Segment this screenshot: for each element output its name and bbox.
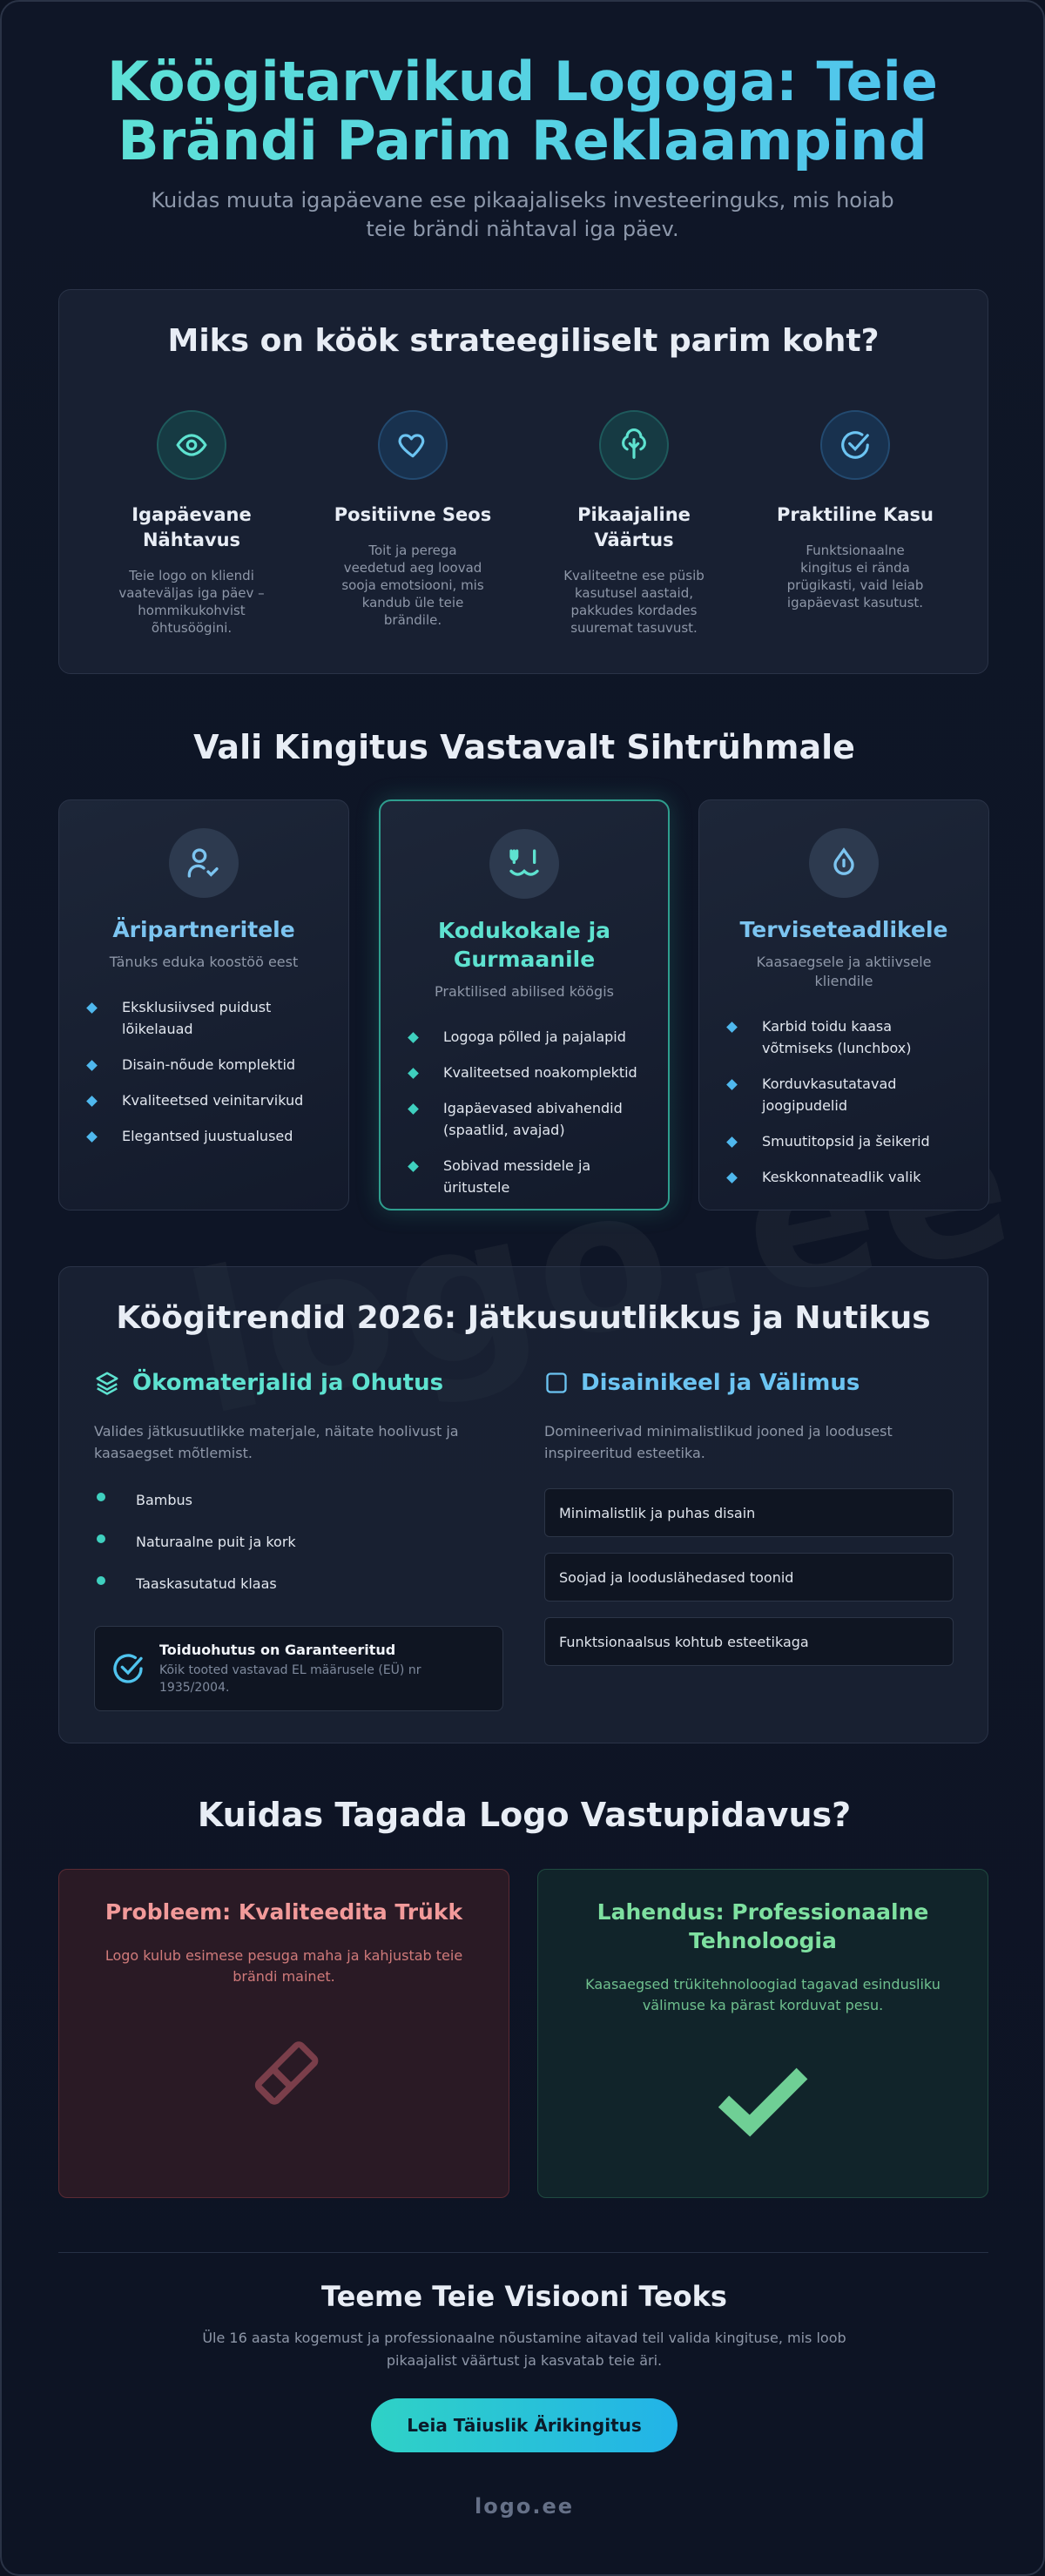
why-item-text: Kvaliteetne ese püsib kasutusel aastaid, pakkudes kordades suuremat tasuvust. <box>563 568 705 636</box>
eraser-icon <box>59 2026 509 2126</box>
design-item: Minimalistlik ja puhas disain <box>544 1488 954 1537</box>
why-item-text: Teie logo on kliendi vaateväljas iga päev – hommikukohvist õhtusöögini. <box>118 568 265 636</box>
list-item: Korduvkasutatavad joogipudelid <box>725 1073 962 1116</box>
list-item: Karbid toidu kaasa võtmiseks (lunchbox) <box>725 1015 962 1059</box>
brand-logo[interactable]: logo.ee <box>474 2494 575 2519</box>
hero <box>2 2 1043 244</box>
card-title: Kodukokale ja Gurmaanile <box>437 918 611 972</box>
design-text: Domineerivad minimalistlikud jooned ja loodusest inspireeritud esteetika. <box>544 1423 893 1461</box>
drop-icon <box>809 828 879 898</box>
design-column <box>544 1370 954 1682</box>
solution-card <box>537 1869 988 2198</box>
card-title: Äripartneritele <box>112 917 295 942</box>
why-item-association <box>302 410 523 637</box>
why-item-text: Funktsionaalne kingitus ei rända prügikasti, vaid leiab igapäevast kasutust. <box>786 543 924 610</box>
card-health-conscious <box>698 799 989 1210</box>
card-home-cooks <box>379 799 670 1210</box>
divider <box>58 2252 988 2253</box>
problem-text: Logo kulub esimese pesuga maha ja kahjustab teie brändi mainet. <box>104 1947 463 1985</box>
list-item: Keskkonnateadlik valik <box>725 1166 962 1188</box>
list-item: Elegantsed juustualused <box>85 1125 322 1147</box>
why-item-visibility <box>81 410 302 637</box>
checkmark-icon <box>538 2060 988 2141</box>
list-item: Igapäevased abivahendid (spaatlid, avajad) <box>407 1097 642 1141</box>
list-item: Smuutitopsid ja šeikerid <box>725 1130 962 1152</box>
trends-section <box>58 1266 988 1743</box>
list-item: Logoga põlled ja pajalapid <box>407 1026 642 1048</box>
card-subtitle: Praktilised abilised köögis <box>435 983 614 1000</box>
card-business-partners <box>58 799 349 1210</box>
solution-title: Lahendus: Professionaalne Tehnoloogia <box>597 1899 929 1953</box>
list-item: Naturaalne puit ja kork <box>94 1521 503 1563</box>
design-item: Soojad ja looduslähedased toonid <box>544 1553 954 1602</box>
list-item: Sobivad messidele ja üritustele <box>407 1155 642 1198</box>
food-safety-box <box>94 1626 503 1711</box>
why-title: Miks on köök strateegiliselt parim koht? <box>167 323 880 359</box>
cta-button[interactable]: Leia Täiuslik Ärikingitus <box>371 2398 678 2452</box>
why-item-value <box>523 410 745 637</box>
card-title: Terviseteadlikele <box>739 917 948 942</box>
check-circle-icon <box>820 410 890 480</box>
list-item: Bambus <box>94 1480 503 1521</box>
why-item-title: Positiivne Seos <box>334 504 492 525</box>
page-subtitle: Kuidas muuta igapäevane ese pikaajaliseks investeeringuks, mis hoiab teie brändi nähtaval iga päev. <box>151 188 894 241</box>
why-item-text: Toit ja perega veedetud aeg loovad sooja emotsiooni, mis kandub üle teie brändile. <box>341 543 484 628</box>
check-circle-icon <box>111 1651 145 1686</box>
durability-title: Kuidas Tagada Logo Vastupidavus? <box>197 1796 852 1834</box>
square-icon <box>544 1371 569 1395</box>
heart-icon <box>378 410 448 480</box>
eco-column <box>94 1370 503 1711</box>
problem-card <box>58 1869 509 2198</box>
trends-title: Köögitrendid 2026: Jätkusuutlikkus ja Nutikus <box>116 1300 931 1336</box>
list-item: Taaskasutatud klaas <box>94 1563 503 1605</box>
utensils-icon <box>489 829 559 899</box>
why-item-practical <box>745 410 966 637</box>
eye-icon <box>157 410 226 480</box>
eco-text: Valides jätkusuutlikke materjale, näitate hoolivust ja kaasaegset mõtlemist. <box>94 1423 459 1461</box>
why-item-title: Igapäevane Nähtavus <box>131 504 252 550</box>
why-section <box>58 289 988 674</box>
list-item: Kvaliteetsed noakomplektid <box>407 1062 642 1083</box>
card-subtitle: Kaasaegsele ja aktiivsele kliendile <box>756 954 932 989</box>
design-item: Funktsionaalsus kohtub esteetikaga <box>544 1617 954 1666</box>
card-subtitle: Tänuks eduka koostöö eest <box>109 954 299 970</box>
tree-icon <box>599 410 669 480</box>
why-item-title: Praktiline Kasu <box>777 504 934 525</box>
eco-title: Ökomaterjalid ja Ohutus <box>94 1370 503 1396</box>
page-title: Köögitarvikud Logoga: Teie Brändi Parim Reklaampind <box>96 52 949 171</box>
problem-title: Probleem: Kvaliteedita Trükk <box>104 1899 463 1925</box>
layers-icon <box>94 1370 120 1396</box>
safety-title: Toiduohutus on Garanteeritud <box>159 1641 396 1658</box>
cta-title: Teeme Teie Visiooni Teoks <box>321 2280 727 2313</box>
cta-text: Üle 16 aasta kogemust ja professionaalne nõustamine aitavad teil valida kingituse, mis loob pikaajalist väärtust ja kasvatab teie äri. <box>202 2330 846 2369</box>
why-item-title: Pikaajaline Väärtus <box>577 504 691 550</box>
list-item: Kvaliteetsed veinitarvikud <box>85 1089 322 1111</box>
list-item: Eksklusiivsed puidust lõikelauad <box>85 996 322 1040</box>
list-item: Disain-nõude komplektid <box>85 1054 322 1076</box>
target-title: Vali Kingitus Vastavalt Sihtrühmale <box>193 728 855 766</box>
user-check-icon <box>169 828 239 898</box>
solution-text: Kaasaegsed trükitehnoloogiad tagavad esindusliku välimuse ka pärast korduvat pesu. <box>585 1976 940 2013</box>
design-title: Disainikeel ja Välimus <box>544 1370 954 1396</box>
safety-text: Kõik tooted vastavad EL määrusele (EÜ) nr 1935/2004. <box>159 1662 421 1695</box>
